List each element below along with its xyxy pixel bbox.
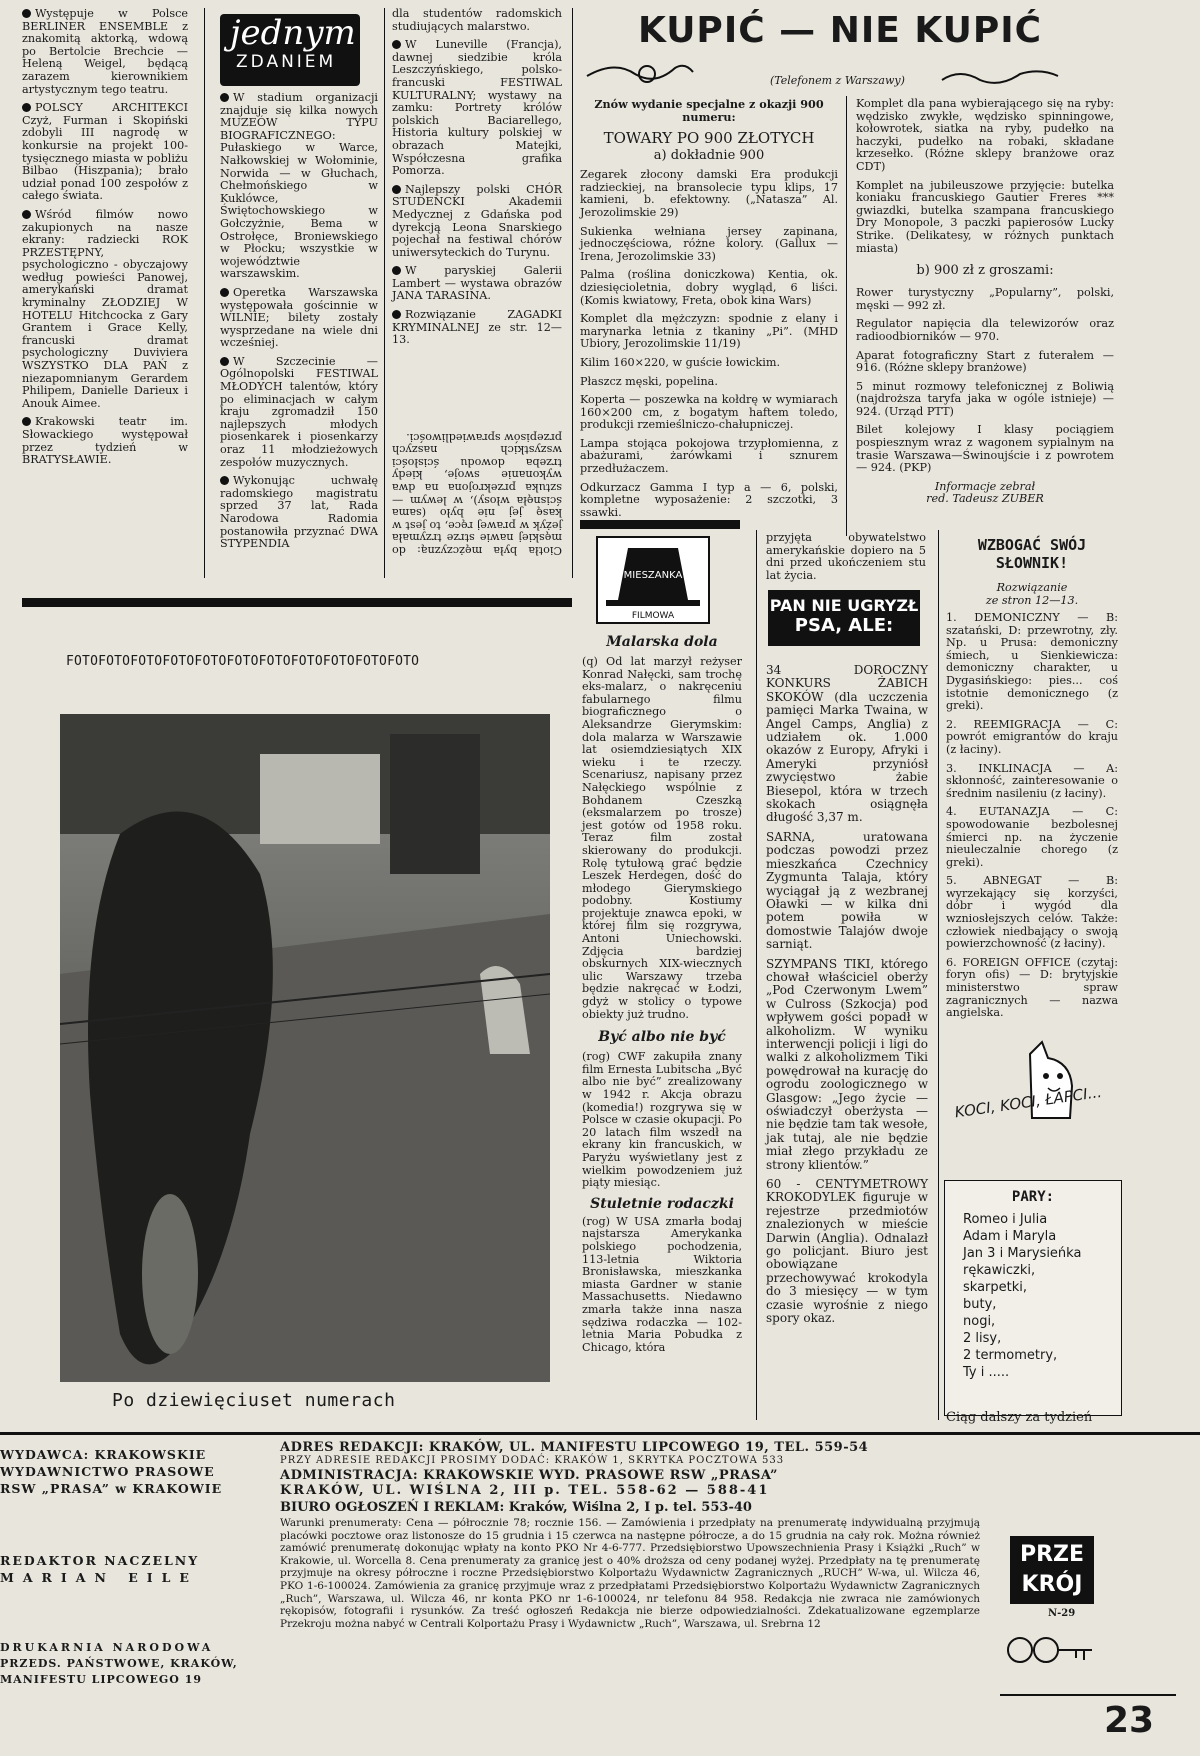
pary-item: Jan 3 i Marysieńka	[963, 1246, 1082, 1261]
pary-item: skarpetki,	[963, 1280, 1028, 1295]
column-1	[22, 8, 188, 473]
keys-icon	[1000, 1620, 1100, 1676]
kupic-item: Regulator napięcia dla telewizorów oraz radioodbiorników — 970.	[856, 317, 1114, 343]
kupic-heading: TOWARY PO 900 ZŁOTYCH	[603, 129, 815, 148]
kupic-item: 5 minut rozmowy telefonicznej z Boliwią (najdroższa taryfa jaka w ogóle istnieje) — 924. (Urząd PTT)	[856, 379, 1114, 418]
logo-line-2: ZDANIEM	[236, 52, 337, 72]
news-item: W Szczecinie — Ogólnopolski FESTIWAL MŁODYCH talentów, który po eliminacjach w całym kraju zgromadził 150 najlepszych młodych piosenkarek i piosenkarzy oraz 11 młodzieżowych zespołów muzycznych.	[220, 354, 378, 469]
kupic-subheading: a) dokładnie 900	[653, 148, 765, 164]
photo-strip: FOTOFOTOFOTOFOTOFOTOFOTOFOTOFOTOFOTOFOTOFOTO	[66, 654, 420, 669]
column-rule	[204, 8, 205, 578]
kupic-signoff: Informacje zebrał	[934, 479, 1036, 493]
slownik-entry: 2. REEMIGRACJA — C: powrót emigrantów do kraju (z łaciny).	[946, 717, 1118, 756]
slownik-title-line-2: SŁOWNIK!	[995, 554, 1069, 572]
section-rule	[580, 520, 740, 529]
slownik-entry: 5. ABNEGAT — B: wyrzekający się korzyści, dóbr i wygód dla wzniosłejszych celów. Także: człowiek niedbający o swoją powierzchowność (z łaciny).	[946, 874, 1118, 951]
article-body: (rog) CWF zakupiła znany film Ernesta Lubitscha „Być albo nie być” zrealizowany w 1942 r. Akcja obrazu (komedia!) rozgrywa się w Polsce w czasie okupacji. Po 20 latach film wszedł na ekrany kin francuskich, w Paryżu wyświetlany jest z wielkim powodzeniem już piąty miesiąc.	[582, 1050, 742, 1190]
kupic-item: Lampa stojąca pokojowa trzypłomienna, z abażurami, żarówkami i sznurem przedłużaczem.	[580, 436, 838, 476]
footer-bottom-rule	[1000, 1694, 1176, 1696]
kupic-item: Kilim 160×220, w guście łowickim.	[580, 355, 781, 369]
bullet-icon	[22, 9, 31, 18]
column-2	[220, 92, 378, 557]
publisher-line: RSW „PRASA” w KRAKOWIE	[0, 1481, 223, 1496]
jednym-zdaniem-logo	[220, 14, 360, 86]
section-rule	[22, 598, 572, 607]
editor-block	[0, 1552, 240, 1586]
address-line: BIURO OGŁOSZEŃ I REKLAM: Kraków, Wiślna 2, I p. tel. 553-40	[280, 1500, 752, 1515]
pan-logo	[768, 590, 920, 646]
column-rule	[572, 8, 573, 578]
przekroj-logo-text: PRZE KRÓJ	[1019, 1542, 1085, 1597]
przekroj-logo	[1010, 1536, 1094, 1604]
article-body: 60 - CENTYMETROWY KROKODYLEK figuruje w rejestrze przedmiotów znalezionych w mieście Darwin (Anglia). Odnalazł go policjant. Biuro jest obowiązane przechowywać krokodyla do 3 miesięcy — w tym czasie wyrośnie z niego spory okaz.	[766, 1177, 928, 1326]
bullet-icon	[220, 93, 229, 102]
publisher-block	[0, 1446, 240, 1497]
slownik-entries	[946, 612, 1118, 1026]
kupic-item: Komplet dla mężczyzn: spodnie z elany i marynarka letnia z tkaniny „Pi”. (MHD Ubiory, Jerozolimskie 11/19)	[580, 312, 838, 351]
address-line: ADRES REDAKCJI: KRAKÓW, UL. MANIFESTU LIPCOWEGO 19, TEL. 559-54	[280, 1440, 869, 1455]
pary-title: PARY:	[1011, 1189, 1055, 1205]
bullet-icon	[392, 266, 401, 275]
issue-code: N-29	[1048, 1608, 1076, 1619]
kupic-item: Sukienka wełniana jersey zapinana, jednoczęściowa, różne kolory. (Gallux — Irena, Jerozolimskie 33)	[580, 224, 838, 263]
kupic-item: Płaszcz męski, popelina.	[580, 374, 718, 388]
pary-item: Adam i Maryla	[963, 1229, 1057, 1244]
photo-caption: Po dziewięciuset numerach	[112, 1390, 396, 1411]
address-block	[280, 1440, 980, 1630]
address-line: KRAKÓW, UL. WIŚLNA 2, III p. TEL. 558-62 — 588-41	[280, 1483, 770, 1498]
kupic-subheading: b) 900 zł z groszami:	[916, 263, 1054, 279]
pary-item: Ty i .....	[963, 1365, 1010, 1380]
pary-item: buty,	[963, 1297, 997, 1312]
kupic-item: Rower turystyczny „Popularny”, polski, męski — 992 zł.	[856, 286, 1114, 312]
upside-down-solution: Ciotła była mężczyzną: do męskiej nawie strze trzymała jeżyk w prawej ręce, to jest w kasę jej nie było (sama ścisnęła włosy), w lewym — sztuka przekrojona na dwa wykonanie swoje, kiedy trzeba dowodu ścisłości wszystkich naszych przepisów sprawiedliwości.	[392, 430, 562, 557]
bullet-icon	[392, 310, 401, 319]
pary-list	[945, 1211, 1121, 1381]
slownik-title-line-1: WZBOGAĆ SWÓJ	[977, 536, 1087, 554]
column-rule	[938, 530, 939, 1420]
ornament-icon	[940, 66, 1060, 90]
bullet-icon	[392, 185, 401, 194]
giraffe-photo	[60, 714, 550, 1382]
article-body: SZYMPANS TIKI, którego chował właściciel oberży „Pod Czerwonym Lwem” w Culross (Szkocja) pod wpływem gości popadł w alkoholizm. W wyniku interwencji policji i ligi do walki z alkoholizmem Tiki powędrował na kurację do ogrodu zoologicznego w Glasgow: „Jego życie — oświadczył oberżysta — nie będzie tam tak wesołe, jak tutaj, ale nie będzie miał złego przykładu ze strony klientów.”	[766, 956, 928, 1172]
footer-rule	[0, 1432, 1200, 1435]
pary-item: 2 termometry,	[963, 1348, 1058, 1363]
page-number: 23	[1104, 1700, 1155, 1741]
editor-name: MARIAN EILE	[0, 1570, 198, 1585]
news-item: Rozwiązanie ZAGADKI KRYMINALNEJ ze str. 12—13.	[392, 308, 562, 347]
kupic-item: Komplet dla pana wybierającego się na ryby: wędzisko zwykłe, wędzisko spinningowe, kołowrotek, siatka na ryby, pudełko na haczyki, pudełko na robaki, składane krzesełko. (Różne sklepy branżowe oraz CDT)	[856, 97, 1114, 173]
svg-text:FILMOWA: FILMOWA	[631, 611, 675, 621]
news-item: Występuje w Polsce BERLINER ENSEMBLE z znakomitą aktorką, wdową po Bertolcie Brechcie — Heleną Weigel, będącą zarazem kierownikiem artystycznym tego teatru.	[22, 7, 188, 96]
slownik-subtitle	[944, 582, 1120, 607]
editor-label: REDAKTOR NACZELNY	[0, 1553, 200, 1568]
pary-item: 2 lisy,	[963, 1331, 1002, 1346]
address-line: PRZY ADRESIE REDAKCJI PROSIMY DODAĆ: KRAKÓW 1, SKRYTKA POCZTOWA 533	[280, 1455, 785, 1466]
pan-column	[766, 664, 928, 1332]
slownik-entry: 3. INKLINACJA — A: skłonność, zainteresowanie o średnim nasileniu (z łaciny).	[946, 761, 1118, 800]
article-body: (q) Od lat marzył reżyser Konrad Nałęcki, sam trochę eks-malarz, o nakręceniu fabularnego filmu biograficznego o Aleksandrze Gierymskim: dola malarza w Warszawie lat osiemdziesiątych XIX wieku i te rzeczy. Scenariusz, napisany przez Nałęckiego wspólnie z Bohdanem Czeszką (eksmalarzem po trosze) jest gotów od 1958 roku. Teraz film został skierowany do produkcji. Rolę tytułową grać będzie Leszek Herdegen, dość do młodego Gierymskiego podobny. Kostiumy projektuje znawca epoki, w której film się rozgrywa, Antoni Uniechowski. Zdjęcia bardziej obskurnych XIX-wiecznych ulic Warszawy trzeba będzie nakręcać w Łodzi, gdyż w stolicy o typowe obiekty już trudno.	[582, 655, 742, 1021]
printer-block	[0, 1640, 240, 1688]
article-body: (rog) W USA zmarła bodaj najstarsza Amerykanka polskiego pochodzenia, 113-letnia Wiktoria Bronisławska, mieszkanka miasta Gardner w stanie Massachusetts. Niedawno zmarła także inna nasza sędziwa rodaczka — 102-letnia Maria Pobudka z Chicago, która	[582, 1214, 742, 1354]
kupic-intro: Znów wydanie specjalne z okazji 900 numeru:	[594, 97, 824, 124]
slownik-entry: 1. DEMONICZNY — B: szatański, D: przewrotny, zły. Np. u Prusa: demoniczny śmiech, u Sienkiewicza: demoniczny charakter, u Dygasińskiego: pies... coś istotnie demonicznego (z greki).	[946, 611, 1118, 713]
slownik-entry: 4. EUTANAZJA — C: spowodowanie bezbolesnej śmierci np. na życzenie nieuleczalnie chorego (z greki).	[946, 805, 1118, 869]
giraffe-photo-image	[60, 714, 550, 1382]
kupic-item: Odkurzacz Gamma I typ a — 6, polski, kompletne wyposażenie: 2 szczotki, 3 ssawki.	[580, 480, 838, 519]
kupic-subtitle: (Telefonem z Warszawy)	[770, 74, 905, 87]
kupic-right-column	[856, 98, 1114, 506]
slownik-entry: 6. FOREIGN OFFICE (czytaj: foryn ofis) — D: brytyjskie ministerstwo spraw zagranicznych — nazwa angielska.	[946, 955, 1118, 1020]
pary-item: Romeo i Julia	[963, 1212, 1048, 1227]
slownik-subtitle-line-2: ze stron 12—13.	[985, 593, 1079, 607]
hat-icon	[598, 538, 708, 622]
printer-line: PRZEDS. PAŃSTWOWE, KRAKÓW, MANIFESTU LIPCOWEGO 19	[0, 1657, 238, 1686]
news-item: Krakowski teatr im. Słowackiego występował przez tydzień w BRATYSŁAWIE.	[22, 415, 188, 467]
pary-box	[944, 1180, 1122, 1416]
kupic-left-column	[580, 98, 838, 525]
bullet-icon	[22, 417, 31, 426]
news-item: W stadium organizacji znajduje się kilka nowych MUZEÓW TYPU BIOGRAFICZNEGO: Pułaskiego w Warce, Nałkowskiej w Wołominie, Norwida — w Głuchach, Chełmońskiego w Kuklówce, Świętochowskiego w Gołczyżnie, Bema w Ostrołęce, Broniewskiego w Płocku; wszystkie w województwie warszawskim.	[220, 91, 378, 281]
publisher-line: WYDAWNICTWO PRASOWE	[0, 1464, 215, 1479]
column-3	[392, 8, 562, 353]
printer-line: DRUKARNIA NARODOWA	[0, 1641, 214, 1654]
bullet-icon	[22, 210, 31, 219]
news-item: Operetka Warszawska występowała gościnnie w WILNIE; bilety zostały wysprzedane na wiele dni wcześniej.	[220, 285, 378, 350]
column-rule	[756, 530, 757, 1420]
kupic-item: Aparat fotograficzny Start z futerałem — 916. (Różne sklepy branżowe)	[856, 348, 1114, 375]
mieszanka-logo	[596, 536, 710, 624]
bullet-icon	[220, 288, 229, 297]
publisher-line: WYDAWCA: KRAKOWSKIE	[0, 1447, 207, 1462]
column-rule	[846, 96, 847, 536]
pary-item: rękawiczki,	[963, 1263, 1036, 1278]
mieszanka-column	[582, 632, 742, 1360]
bullet-icon	[392, 40, 401, 49]
article-body: 34 DOROCZNY KONKURS ŻABICH SKOKÓW (dla uczczenia pamięci Marka Twaina, w Angel Camps, Anglia) z udziałem ok. 1.000 okazów z Europy, Afryki i Ameryki przyniósł zwycięstwo żabie Biesepol, która w trzech skokach osiągnęła długość 3,37 m.	[766, 663, 928, 825]
kupic-item: Zegarek złocony damski Era produkcji radzieckiej, na bransolecie typu klips, 17 kamieni, b. efektowny. („Natasza” Al. Jerozolimskie 29)	[580, 168, 838, 219]
kupic-item: Bilet kolejowy I klasy pociągiem pospiesznym wraz z wagonem sypialnym na trasie Warszawa—Świnoujście i z powrotem — 924. (PKP)	[856, 423, 1114, 475]
news-item: W Luneville (Francja), dawnej siedzibie króla Leszczyńskiego, polsko-francuski FESTIWAL KULTURALNY; wystawy na zamku: Portrety królów polskich Baciarellego, Historia kultury polskiej w obrazach Matejki, Współczesna grafika Pomorza.	[392, 38, 562, 178]
slownik-title	[944, 536, 1120, 572]
kupic-item: Palma (roślina doniczkowa) Kentia, ok. dziesięcioletnia, dobry wygląd, 6 liści. (Komis kwiatowy, Freta, obok kina Wars)	[580, 268, 838, 307]
bullet-icon	[22, 103, 31, 112]
news-item: Najlepszy polski CHÓR STUDENCKI Akademii Medycznej z Gdańska pod dyrekcją Leona Snarskiego pojechał na festiwal chórów uniwersyteckich do Turynu.	[392, 182, 562, 259]
bullet-icon	[220, 476, 229, 485]
news-item: W paryskiej Galerii Lambert — wystawa obrazów JANA TARASINA.	[392, 264, 562, 303]
cat-caption: KOCI, KOCI, ŁAPCI...	[953, 1082, 1103, 1122]
logo-line-1: jednym	[230, 13, 356, 53]
news-item: Wykonując uchwałę radomskiego magistratu sprzed 37 lat, Rada Narodowa Radomia postanowiła przyznać DWA STYPENDIA	[220, 474, 378, 551]
kupic-item: Komplet na jubileuszowe przyjęcie: butelka koniaku francuskiego Gautier Freres *** gwiazdki, butelka szampana francuskiego Dry Monopole, 3 paczki papierosów Lucky Strike. (Delikatesy, w różnych punktach miasta)	[856, 178, 1114, 255]
svg-text:MIESZANKA: MIESZANKA	[623, 570, 683, 581]
pan-logo-line-1: PAN NIE UGRYZŁ	[769, 596, 919, 615]
article-heading: Malarska dola	[606, 634, 718, 650]
ornament-icon	[585, 58, 695, 88]
article-heading: Być albo nie być	[598, 1029, 726, 1046]
article-body: SARNA, uratowana podczas powodzi przez mieszkańca Czechnicy Zygmunta Talaja, który wyciągał ją z wezbranej Oławki — w kilka dni potem powiła w domostwie Talajów dwoje sarniąt.	[766, 829, 928, 952]
kupic-title: KUPIĆ — NIE KUPIĆ	[637, 10, 1043, 51]
column-rule	[384, 8, 385, 578]
news-item: POLSCY ARCHITEKCI Czyż, Furman i Skopiński zdobyli III nagrodę w konkursie na projekt 100-tysięcznego miasta w pobliżu Bilbao (Hiszpania); brało udział ponad 100 zespołów z całego świata.	[22, 101, 188, 203]
bullet-icon	[220, 357, 229, 366]
news-item-lead: dla studentów radomskich studiujących malarstwo.	[392, 7, 562, 33]
kupic-item: Koperta — poszewka na kołdrę w wymiarach 160×200 cm, z bogatym haftem toledo, produkcji rzemieślniczo-chałupniczej.	[580, 393, 838, 432]
subscription-terms: Warunki prenumeraty: Cena — półrocznie 78; rocznie 156. — Zamówienia i przedpłaty na prenumeratę indywidualną przyjmują placówki pocztowe oraz listonosze do 15 grudnia i 15 czerwca na następne półrocze, a do 15 grudnia na cały rok. Można również zamówić prenumeratę dokonując wpłaty na konto PKO Nr 4-6-777. Przedsiębiorstwo Upowszechnienia Prasy i Książki „Ruch” w Krakowie, ul. Worcella 8. Cena prenumeraty za granicę jest o 40% droższa od ceny podanej wyżej. Przedpłaty na tę prenumeratę przyjmuje na okresy półroczne i roczne Przedsiębiorstwo Kolportażu Wydawnictw Zagranicznych „RUCH” W-wa, ul. Wilcza 46, PKO 1-6-100024. Zamówienia za granicę przyjmuje wraz z przedpłatami Przedsiębiorstwo Kolportażu Wydawnictw Zagranicznych „Ruch”, Warszawa, ul. Wilcza 46, nr konta PKO nr 1-6-100024, nr telefonu 84 958. Redakcja nie zwraca nie zamówionych rękopisów, fotografii i rysunków. Za treść ogłoszeń Redakcja nie bierze odpowiedzialności. Zdekatualizowane egzemplarze Przekroju można nabyć w Centrali Kolportażu Prasy i Wydawnictw „Ruch”, Warszawa, ul. Srebrna 12	[280, 1517, 980, 1630]
kupic-author: red. Tadeusz ZUBER	[926, 492, 1044, 506]
slownik-subtitle-line-1: Rozwiązanie	[996, 581, 1068, 594]
continued-note: Ciąg dalszy za tydzień	[946, 1410, 1093, 1425]
article-heading: Stuletnie rodaczki	[590, 1195, 734, 1212]
news-item: Wśród filmów nowo zakupionych na nasze ekrany: radziecki ROK PRZESTĘPNY, psychologiczno - obyczajowy według powieści Panowej, amerykański dramat kryminalny ZŁODZIEJ W HOTELU Hitchcocka z Gary Grantem i Grace Kelly, francuski dramat psychologiczny Duviviera WSZYSTKO DLA PAŃ z niezapomnianym Gerardem Philipem, Danielle Darieux i Anouk Aimee.	[22, 207, 188, 410]
pan-logo-line-2: PSA, ALE:	[794, 615, 894, 636]
pary-item: nogi,	[963, 1314, 996, 1329]
address-line: ADMINISTRACJA: KRAKOWSKIE WYD. PRASOWE RSW „PRASA”	[280, 1468, 778, 1483]
pan-top: przyjęta obywatelstwo amerykańskie dopiero na 5 dni przed ukończeniem stu lat życia.	[766, 531, 926, 582]
